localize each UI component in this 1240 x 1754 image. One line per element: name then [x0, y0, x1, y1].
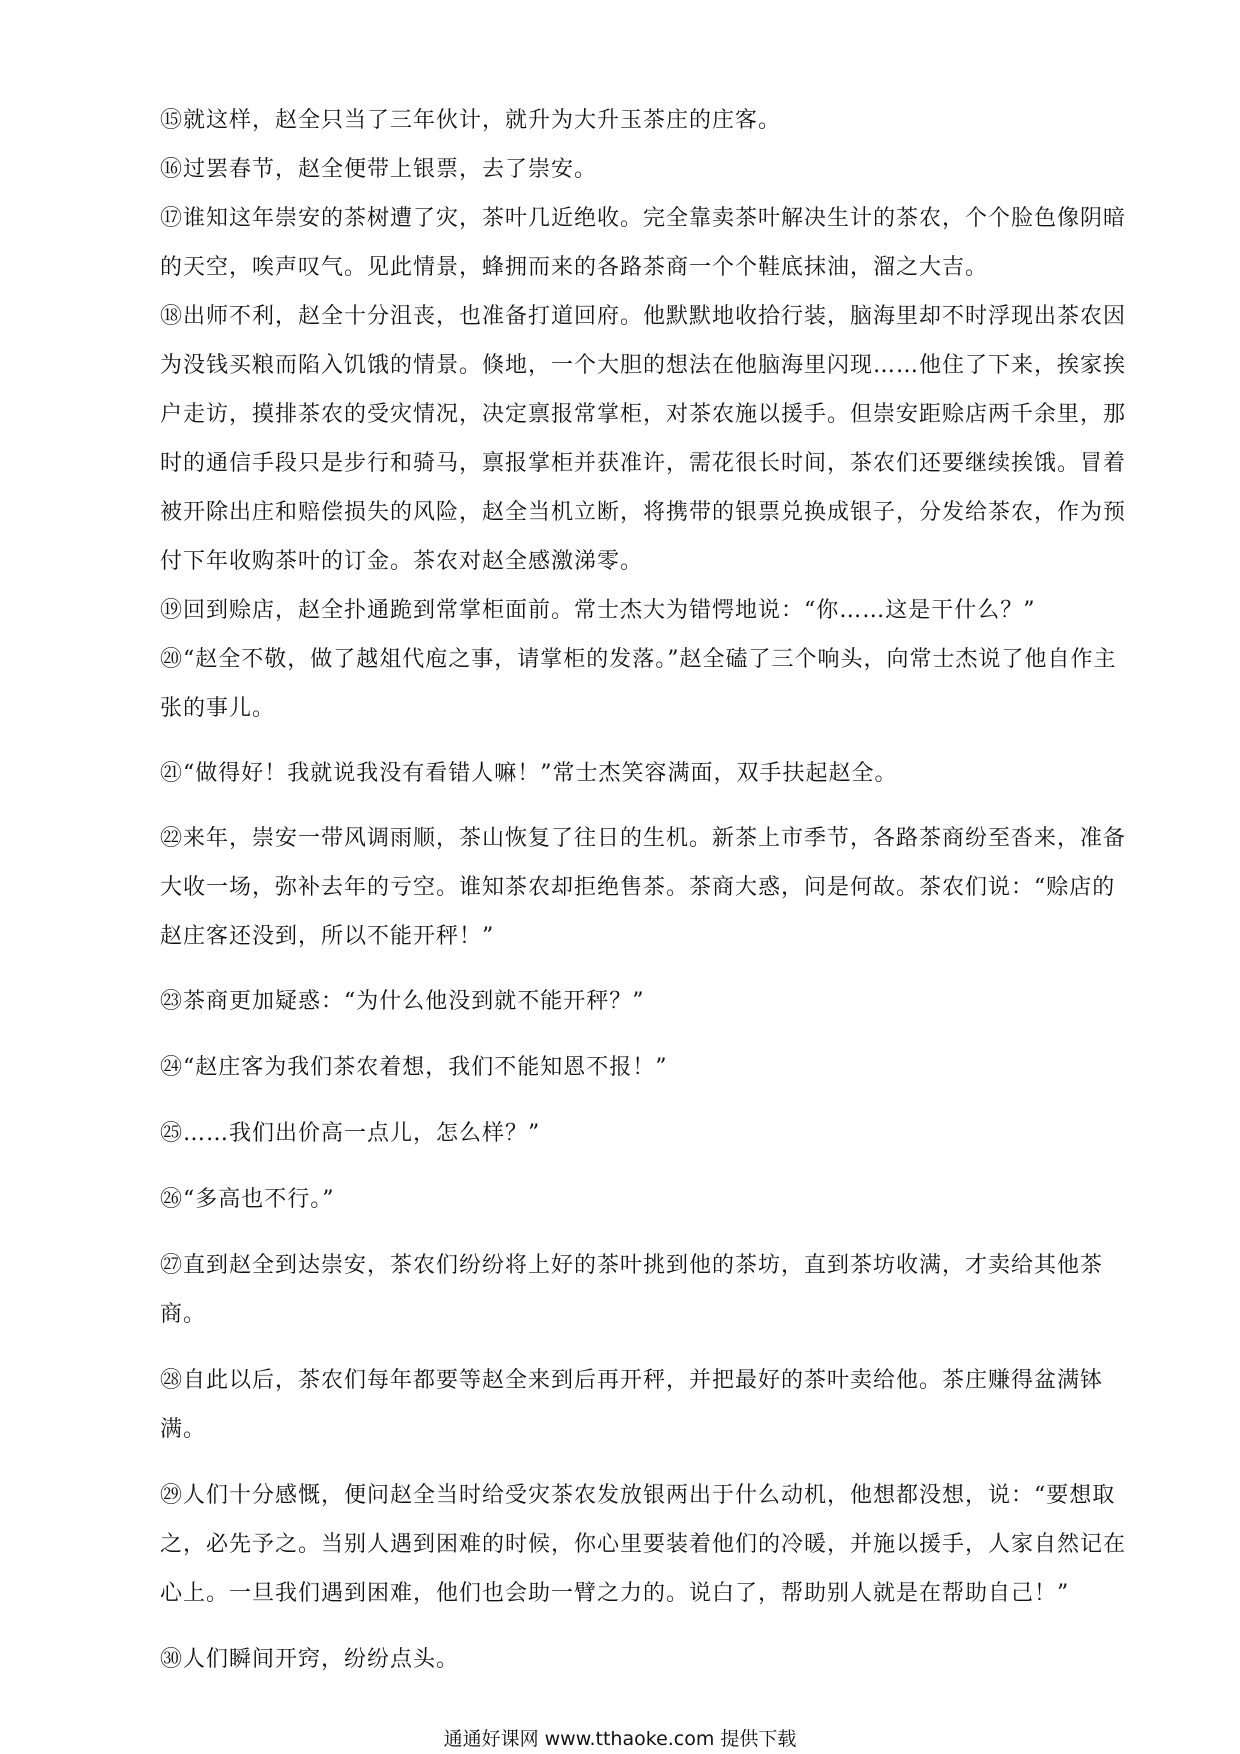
paragraph-25: ㉕……我们出价高一点儿，怎么样？” [160, 1121, 541, 1146]
paragraph-22: ㉒来年，崇安一带风调雨顺，茶山恢复了往日的生机。新茶上市季节，各路茶商纷至沓来，准备大收一场，弥补去年的亏空。谁知茶农却拒绝售茶。茶商大惑，问是何故。茶农们说：“赊店的赵庄客还没到，所以不能开秤！” [160, 826, 1127, 949]
paragraph-24: ㉔“赵庄客为我们茶农着想，我们不能知恩不报！” [160, 1055, 668, 1080]
paragraph-15: ⑮就这样，赵全只当了三年伙计，就升为大升玉茶庄的庄客。 [160, 108, 782, 133]
paragraph-20: ⑳“赵全不敬，做了越俎代庖之事，请掌柜的发落。”赵全磕了三个响头，向常士杰说了他自作主张的事儿。 [160, 647, 1117, 721]
paragraph-19: ⑲回到赊店，赵全扑通跪到常掌柜面前。常士杰大为错愕地说：“你……这是干什么？” [160, 598, 1036, 623]
paragraph-28: ㉘自此以后，茶农们每年都要等赵全来到后再开秤，并把最好的茶叶卖给他。茶庄赚得盆满钵满。 [160, 1368, 1104, 1442]
paragraph-29: ㉙人们十分感慨，便问赵全当时给受灾茶农发放银两出于什么动机，他想都没想，说：“要想取之，必先予之。当别人遇到困难的时候，你心里要装着他们的冷暖，并施以援手，人家自然记在心上。一旦我们遇到困难，他们也会助一臂之力的。说白了，帮助别人就是在帮助自己！” [160, 1483, 1127, 1606]
paragraph-30: ㉚人们瞬间开窍，纷纷点头。 [160, 1647, 460, 1672]
page-footer: 通通好课网 www.tthaoke.com 提供下载 [443, 1728, 797, 1750]
paragraph-17: ⑰谁知这年崇安的茶树遭了灾，茶叶几近绝收。完全靠卖茶叶解决生计的茶农，个个脸色像阴暗的天空，唉声叹气。见此情景，蜂拥而来的各路茶商一个个鞋底抹油，溜之大吉。 [160, 206, 1127, 280]
paragraph-23: ㉓茶商更加疑惑：“为什么他没到就不能开秤？” [160, 989, 645, 1014]
paragraph-21: ㉑“做得好！我就说我没有看错人嘛！”常士杰笑容满面，双手扶起赵全。 [160, 761, 898, 786]
paragraph-26: ㉖“多高也不行。” [160, 1187, 335, 1212]
article-body [160, 96, 1130, 1684]
paragraph-27: ㉗直到赵全到达崇安，茶农们纷纷将上好的茶叶挑到他的茶坊，直到茶坊收满，才卖给其他茶商。 [160, 1253, 1104, 1327]
paragraph-16: ⑯过罢春节，赵全便带上银票，去了崇安。 [160, 157, 598, 182]
paragraph-18: ⑱出师不利，赵全十分沮丧，也准备打道回府。他默默地收拾行装，脑海里却不时浮现出茶农因为没钱买粮而陷入饥饿的情景。倏地，一个大胆的想法在他脑海里闪现……他住了下来，挨家挨户走访，摸排茶农的受灾情况，决定禀报常掌柜，对茶农施以援手。但崇安距赊店两千余里，那时的通信手段只是步行和骑马，禀报掌柜并获准许，需花很长时间，茶农们还要继续挨饿。冒着被开除出庄和赔偿损失的风险，赵全当机立断，将携带的银票兑换成银子，分发给茶农，作为预付下年收购茶叶的订金。茶农对赵全感激涕零。 [160, 304, 1127, 574]
